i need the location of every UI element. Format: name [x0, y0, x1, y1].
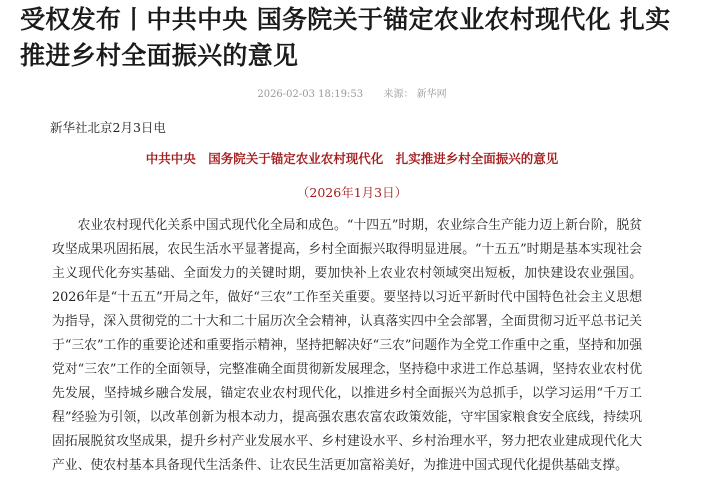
dateline: 新华社北京2月3日电 — [50, 120, 166, 135]
document-heading: 中共中央 国务院关于锚定农业农村现代化 扎实推进乡村全面振兴的意见 — [145, 151, 559, 166]
article-meta — [0, 88, 704, 102]
document-date: （2026年1月3日） — [296, 185, 408, 200]
publish-timestamp: 2026-02-03 18:19:53 — [257, 89, 364, 100]
body-paragraph: 农业农村现代化关系中国式现代化全局和成色。“十四五”时期，农业综合生产能力迈上新台阶，脱贫攻坚成果巩固拓展，农民生活水平显著提高，乡村全面振兴取得明显进展。“十五五”时期是基本实现社会主义现代化夯实基础、全面发力的关键时期，要加快补上农业农村领域突出短板，加快建设农业强国。2026年是“十五五”开局之年，做好“三农”工作至关重要。要坚持以习近平新时代中国特色社会主义思想为指导，深入贯彻党的二十大和二十届历次全会精神，认真落实四中全会部署，全面贯彻习近平总书记关于“三农”工作的重要论述和重要指示精神，坚持把解决好“三农”问题作为全党工作重中之重，坚持和加强党对“三农”工作的全面领导，完整准确全面贯彻新发展理念，坚持稳中求进工作总基调，坚持农业农村优先发展，坚持城乡融合发展，锚定农业农村现代化，以推进乡村全面振兴为总抓手，以学习运用“千万工程”经验为引领，以改革创新为根本动力，提高强农惠农富农政策效能，守牢国家粮食安全底线，持续巩固拓展脱贫攻坚成果，提升乡村产业发展水平、乡村建设水平、乡村治理水平，努力把农业建成现代化大产业、使农村基本具备现代生活条件、让农民生活更加富裕美好，为推进中国式现代化提供基础支撑。 — [52, 218, 642, 473]
source-name: 新华网 — [416, 89, 447, 100]
article-title: 受权发布丨中共中央 国务院关于锚定农业农村现代化 扎实推进乡村全面振兴的意见 — [20, 5, 671, 70]
source-label: 来源： — [383, 89, 414, 100]
